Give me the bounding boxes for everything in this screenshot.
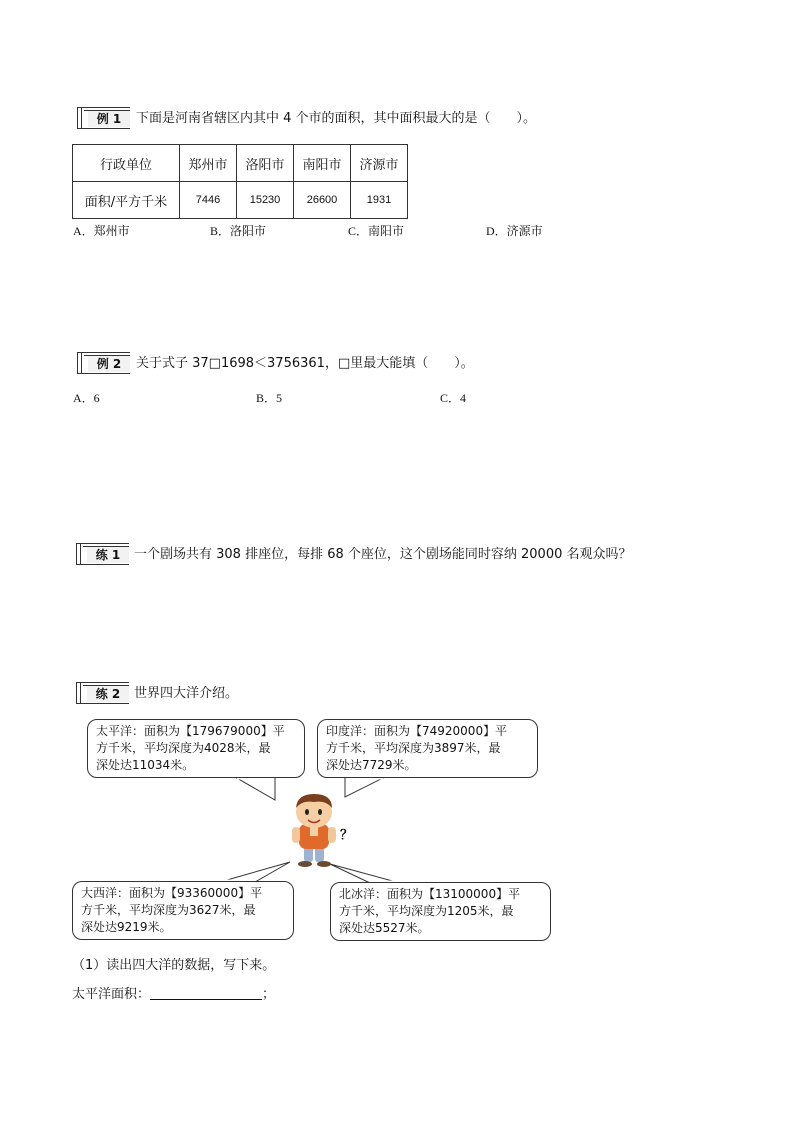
fill-end: ； <box>262 987 276 1002</box>
table-cell: 7446 <box>180 182 237 219</box>
table-header-cell: 济源市 <box>351 145 408 182</box>
arctic-line-1: 北冰洋：面积为【13100000】平 <box>339 887 521 901</box>
table-cell: 15230 <box>237 182 294 219</box>
boy-illustration <box>292 794 336 867</box>
example-2-option-b: B．5 <box>256 391 283 405</box>
example-1-option-a: A．郑州市 <box>73 224 130 238</box>
pacific-line-1: 太平洋：面积为【179679000】平 <box>96 724 285 738</box>
arctic-bubble <box>330 882 551 941</box>
example-2-option-c: C．4 <box>440 391 467 405</box>
example-1-option-d: D．济源市 <box>486 224 543 238</box>
pacific-bubble <box>87 719 305 778</box>
question-mark: ？ <box>340 828 354 843</box>
indian-line-1: 印度洋：面积为【74920000】平 <box>326 724 508 738</box>
example-2-tag-label: 例 2 <box>88 356 130 372</box>
arctic-line-2: 方千米，平均深度为1205米，最 <box>339 904 514 918</box>
arctic-bubble-tail <box>330 864 400 883</box>
pacific-bubble-tail <box>235 777 275 800</box>
example-1-tag-label: 例 1 <box>88 111 130 127</box>
indian-line-2: 方千米，平均深度为3897米，最 <box>326 741 501 755</box>
fill-label: 太平洋面积： <box>72 987 151 1002</box>
example-2-question: 关于式子 37□1698＜3756361，□里最大能填（ ）。 <box>136 356 474 371</box>
indian-bubble <box>317 719 538 778</box>
atlantic-bubble-tail <box>220 862 290 882</box>
practice-1-question: 一个剧场共有 308 排座位，每排 68 个座位，这个剧场能同时容纳 20000 名观众吗？ <box>134 547 632 562</box>
example-1-option-c: C．南阳市 <box>348 224 405 238</box>
table-header-cell: 南阳市 <box>294 145 351 182</box>
indian-line-3: 深处达7729米。 <box>326 758 417 772</box>
arctic-line-3: 深处达5527米。 <box>339 921 430 935</box>
pacific-area-fill <box>72 985 275 1004</box>
table-cell: 1931 <box>351 182 408 219</box>
table-cell: 26600 <box>294 182 351 219</box>
example-1-question: 下面是河南省辖区内其中 4 个市的面积，其中面积最大的是（ ）。 <box>136 111 537 126</box>
atlantic-line-1: 大西洋：面积为【93360000】平 <box>81 886 263 900</box>
atlantic-line-3: 深处达9219米。 <box>81 920 172 934</box>
pacific-line-2: 方千米，平均深度为4028米，最 <box>96 741 271 755</box>
indian-bubble-tail <box>345 777 385 797</box>
practice-1-tag-label: 练 1 <box>87 547 129 563</box>
pacific-line-3: 深处达11034米。 <box>96 758 195 772</box>
table-header-cell: 郑州市 <box>180 145 237 182</box>
fill-blank[interactable] <box>150 985 262 1000</box>
practice-2-title: 世界四大洋介绍。 <box>134 686 239 701</box>
example-2-option-a: A．6 <box>73 391 100 405</box>
example-1-option-b: B．洛阳市 <box>210 224 267 238</box>
atlantic-bubble <box>72 881 294 940</box>
practice-2-tag-label: 练 2 <box>87 686 129 702</box>
sub-question-1: （1）读出四大洋的数据，写下来。 <box>72 958 276 973</box>
atlantic-line-2: 方千米，平均深度为3627米，最 <box>81 903 256 917</box>
table-header-cell: 行政单位 <box>73 145 180 182</box>
table-row-label: 面积/平方千米 <box>73 182 180 219</box>
table-header-cell: 洛阳市 <box>237 145 294 182</box>
